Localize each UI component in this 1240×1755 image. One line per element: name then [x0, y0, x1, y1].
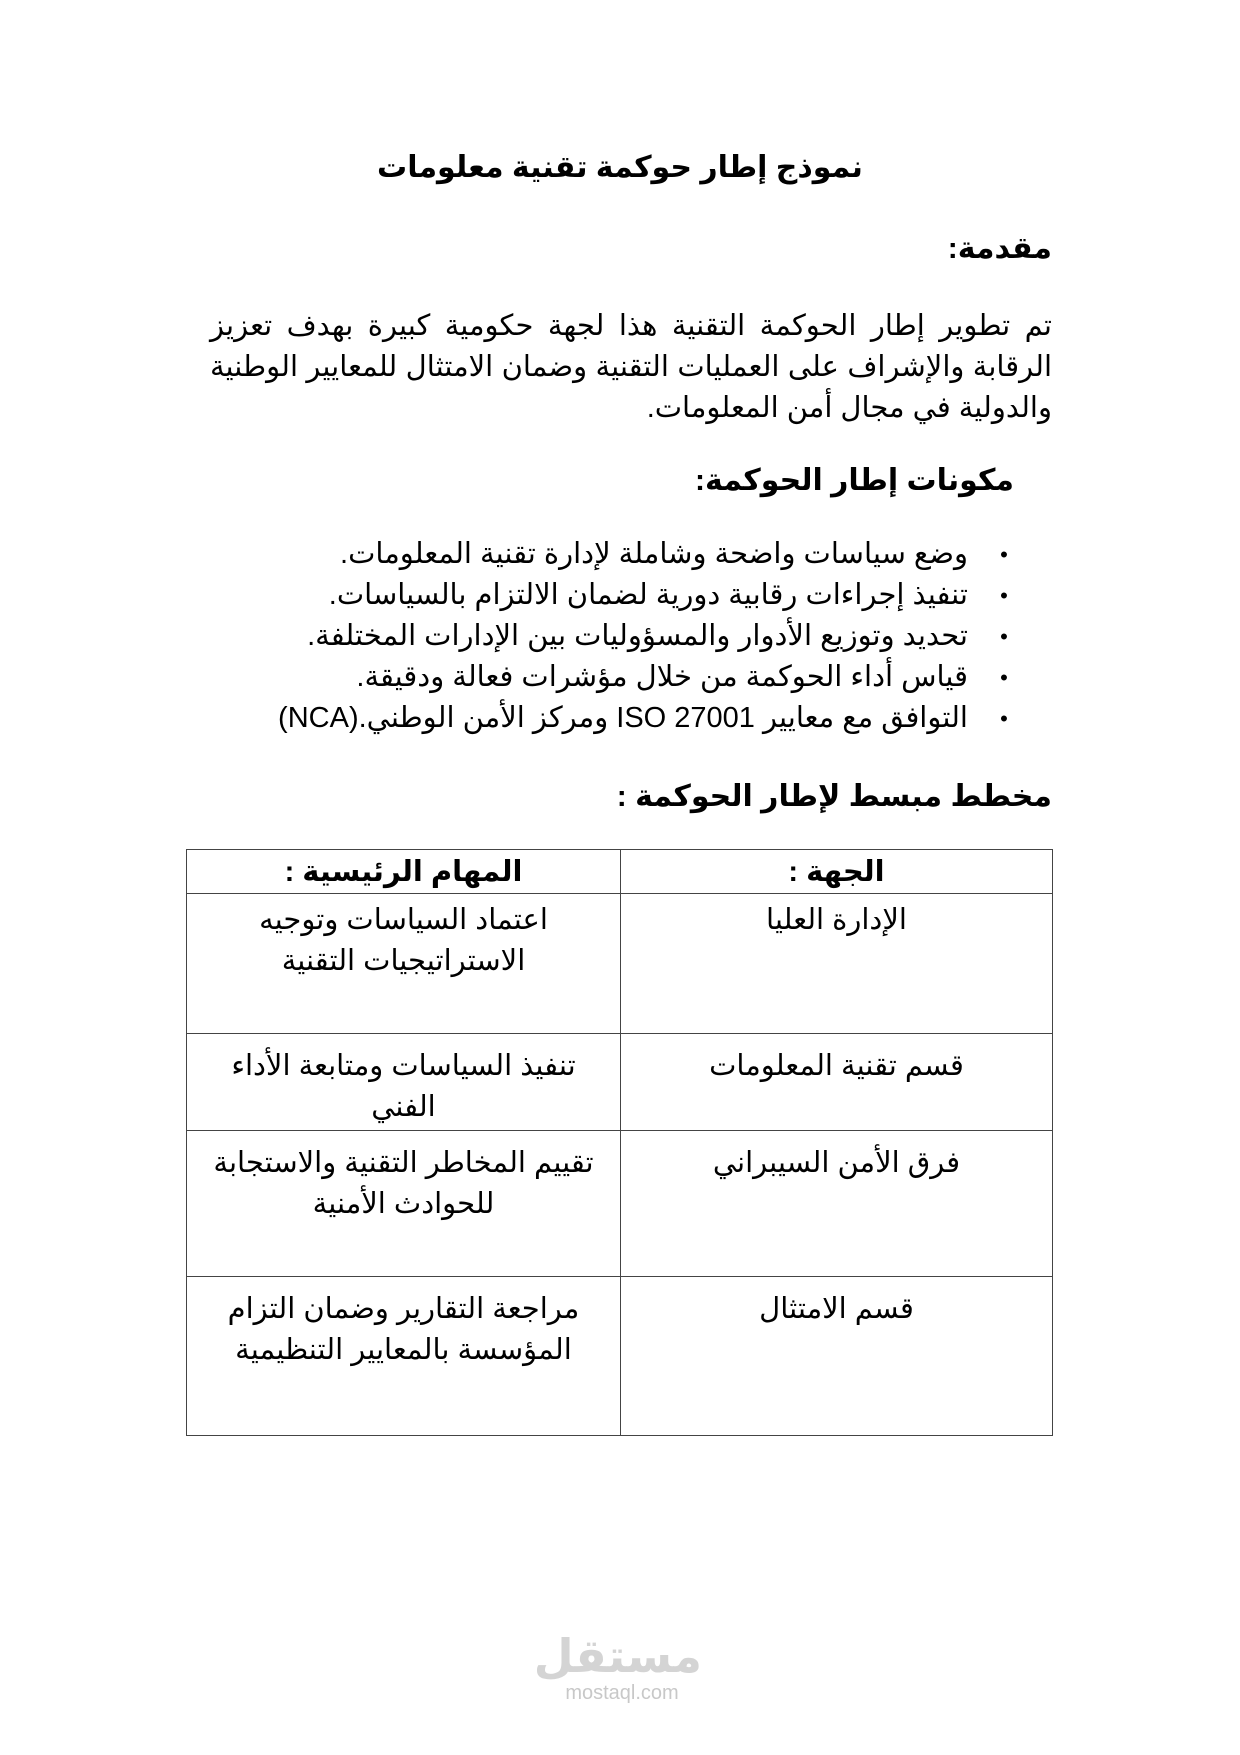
- list-item: [278, 534, 1014, 575]
- table-row: [187, 1277, 1053, 1436]
- list-item-text: قياس أداء الحوكمة من خلال مؤشرات فعالة ودقيقة.: [356, 661, 968, 693]
- table-row: [187, 1034, 1053, 1131]
- list-item: [278, 616, 1014, 657]
- intro-heading: مقدمة:: [947, 232, 1052, 265]
- table-cell-tasks: تقييم المخاطر التقنية والاستجابة للحوادث الأمنية: [187, 1131, 621, 1277]
- bullet-icon: •: [1000, 706, 1008, 731]
- table-cell-entity: فرق الأمن السيبراني: [621, 1131, 1053, 1277]
- bullet-icon: •: [1000, 665, 1008, 690]
- list-item-text: التوافق مع معايير ISO 27001 ومركز الأمن الوطني.(NCA): [278, 702, 968, 734]
- list-item-text: تنفيذ إجراءات رقابية دورية لضمان الالتزام بالسياسات.: [328, 579, 968, 611]
- list-item: [278, 698, 1014, 739]
- bullet-icon: •: [1000, 583, 1008, 608]
- list-item: [278, 575, 1014, 616]
- governance-table: [186, 849, 1053, 1436]
- intro-paragraph: تم تطوير إطار الحوكمة التقنية هذا لجهة حكومية كبيرة بهدف تعزيز الرقابة والإشراف على العمليات التقنية وضمان الامتثال للمعايير الوطنية والدولية في مجال أمن المعلومات.: [210, 310, 1052, 424]
- watermark-domain: mostaql.com: [565, 1682, 679, 1704]
- table-row: [187, 894, 1053, 1034]
- column-header-entity: الجهة :: [621, 850, 1053, 894]
- document-title: نموذج إطار حوكمة تقنية معلومات: [377, 151, 863, 184]
- diagram-heading: مخطط مبسط لإطار الحوكمة :: [616, 780, 1052, 813]
- table-row: [187, 1131, 1053, 1277]
- bullet-icon: •: [1000, 542, 1008, 567]
- list-item-text: وضع سياسات واضحة وشاملة لإدارة تقنية المعلومات.: [340, 538, 968, 570]
- watermark-logo-text: مستقل: [533, 1630, 702, 1682]
- table-cell-entity: قسم الامتثال: [621, 1277, 1053, 1436]
- table-cell-entity: قسم تقنية المعلومات: [621, 1034, 1053, 1131]
- table-cell-entity: الإدارة العليا: [621, 894, 1053, 1034]
- list-item: [278, 657, 1014, 698]
- bullet-icon: •: [1000, 624, 1008, 649]
- table-cell-tasks: تنفيذ السياسات ومتابعة الأداء الفني: [187, 1034, 621, 1131]
- table-cell-tasks: اعتماد السياسات وتوجيه الاستراتيجيات التقنية: [187, 894, 621, 1034]
- list-item-text: تحديد وتوزيع الأدوار والمسؤوليات بين الإدارات المختلفة.: [307, 620, 968, 652]
- table-header-row: [187, 850, 1053, 894]
- table-cell-tasks: مراجعة التقارير وضمان التزام المؤسسة بالمعايير التنظيمية: [187, 1277, 621, 1436]
- components-heading: مكونات إطار الحوكمة:: [695, 464, 1014, 497]
- components-list: [278, 534, 1014, 739]
- column-header-tasks: المهام الرئيسية :: [187, 850, 621, 894]
- mostaql-watermark: [533, 1630, 702, 1704]
